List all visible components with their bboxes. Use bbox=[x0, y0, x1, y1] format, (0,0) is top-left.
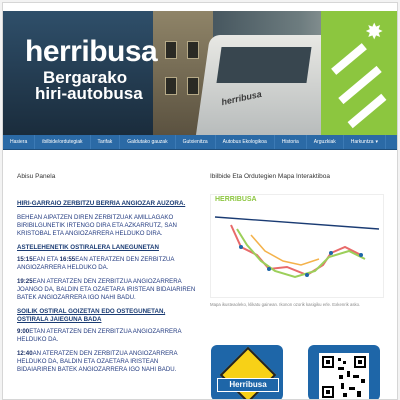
brand-logo bbox=[321, 11, 398, 135]
time-value: 9:00 bbox=[17, 328, 30, 335]
nav-item-label: ibilbide/ordutegiak bbox=[42, 139, 83, 145]
nav-item-label: Historia bbox=[281, 139, 299, 145]
nav-item-gutxienitza[interactable] bbox=[176, 135, 216, 149]
building-window bbox=[165, 77, 177, 95]
news-intro: BEHEAN AIPATZEN DIREN ZERBITZUAK AMILLAGAKO BIRIBILGUNETIK IRTENGO DIRA ETA AZKARRUTZ, SAN KRISTOBAL ETA ANGIOZARRERA HELDUKO DIRA. bbox=[17, 214, 177, 237]
herribusa-card-label: Herribusa bbox=[217, 378, 279, 392]
building-window bbox=[187, 41, 199, 59]
friday-schedule-2 bbox=[17, 350, 197, 374]
news-title-link[interactable]: HIRI-GARRAIO ZERBITZU BERRIA ANGIOZAR AUZORA. bbox=[17, 200, 186, 207]
qr-code-icon bbox=[319, 353, 369, 400]
building-window bbox=[165, 41, 177, 59]
header-banner bbox=[3, 11, 398, 135]
nav-item-label: Harkuntza bbox=[350, 139, 374, 145]
route-line-green bbox=[237, 229, 365, 277]
schedule-text: EAN ETA bbox=[32, 256, 58, 263]
map-panel-title: Ibilbide Eta Ordutegien Mapa Interaktiboa bbox=[210, 173, 330, 180]
route-map-graphic bbox=[211, 195, 383, 297]
time-value: 16:55 bbox=[59, 256, 76, 263]
nav-item-arguzkiak[interactable] bbox=[307, 135, 344, 149]
star-icon: ✸ bbox=[365, 19, 384, 44]
bus-stop-icon[interactable] bbox=[267, 267, 271, 271]
banner-bus-text: herribusa bbox=[220, 88, 263, 108]
nav-item-ibilbide[interactable] bbox=[35, 135, 90, 149]
nav-item-label: Autobus Ekologikoa bbox=[222, 139, 267, 145]
logo-stripe bbox=[348, 94, 387, 128]
qr-code-card[interactable] bbox=[308, 345, 380, 400]
schedule-text: EAN ATERATZEN DEN ZERBITZUA ANGIOZARRERA JOANGO DA, BALDIN ETA OZAETARA IRISTEAN BIDAIARIREN BATEK ANGIOZARRERA IGO NAHI BADU. bbox=[17, 278, 196, 301]
page bbox=[2, 2, 398, 400]
schedule-text: ETAN ATERATZEN DEN ZERBITZUA ANGIOZARRERA HELDUKO DA. bbox=[17, 328, 182, 343]
nav-item-galdutako[interactable] bbox=[120, 135, 175, 149]
time-value: 12:40 bbox=[17, 350, 33, 357]
weekday-schedule-1 bbox=[17, 256, 197, 272]
bus-stop-icon[interactable] bbox=[305, 273, 309, 277]
notice-panel bbox=[17, 173, 197, 380]
site-subtitle-line2: hiri-autobusa bbox=[35, 84, 143, 103]
schedule-text: AN ATERATZEN DEN ZERBITZUA ANGIOZARRERA HELDUKO DA, BALDIN ETA OZAETARA IRISTEAN BIDAIARIREN BATEK ANGIOZARRERA IGO NAHI BADU. bbox=[17, 350, 178, 373]
main-nav bbox=[3, 135, 398, 150]
site-subtitle-line1: Bergarako bbox=[43, 68, 128, 87]
qr-pattern bbox=[319, 353, 369, 400]
nav-item-tarifak[interactable] bbox=[91, 135, 121, 149]
time-value: 19:25 bbox=[17, 278, 33, 285]
nav-item-label: Galdutako gauzak bbox=[127, 139, 168, 145]
map-logo: HERRIBUSA bbox=[215, 196, 257, 203]
nav-item-label: Tarifak bbox=[97, 139, 113, 145]
friday-schedule-1 bbox=[17, 328, 197, 344]
interactive-route-map[interactable] bbox=[210, 194, 384, 298]
nav-item-hasiera[interactable] bbox=[3, 135, 35, 149]
bus-stop-icon[interactable] bbox=[329, 251, 333, 255]
weekday-schedule-2 bbox=[17, 278, 197, 302]
bus-stop-icon[interactable] bbox=[239, 245, 243, 249]
map-caption: Mapa ikusteaoleko, klikatu gainean. Ikonon ozorik kasigiku erle. Exkenrik asko. bbox=[210, 302, 361, 307]
site-title[interactable]: herribusa bbox=[25, 35, 158, 68]
logo-stripe bbox=[331, 43, 367, 75]
nav-item-harkuntza[interactable] bbox=[344, 135, 386, 149]
banner-bus-window bbox=[216, 47, 311, 83]
bus-sign-icon bbox=[220, 347, 277, 400]
notice-panel-title: Abisu Panela bbox=[17, 173, 56, 180]
bus-stop-icon[interactable] bbox=[359, 253, 363, 257]
nav-item-autobus-ekologikoa[interactable] bbox=[216, 135, 275, 149]
nav-item-label: Hasiera bbox=[10, 139, 28, 145]
nav-item-historia[interactable] bbox=[275, 135, 307, 149]
map-panel bbox=[210, 173, 388, 308]
nav-item-label: Gutxienitza bbox=[182, 139, 208, 145]
nav-item-label: Arguzkiak bbox=[313, 139, 336, 145]
weekday-heading: ASTELEHENETIK OSTIRALERA LANEGUNETAN bbox=[17, 244, 159, 251]
friday-heading: SOILIK OSTIRAL GOIZETAN EDO OSTEGUNETAN, OSTIRALA JAIEGUNA BADA bbox=[17, 308, 166, 323]
time-value: 15:15 bbox=[17, 256, 33, 263]
schedule-text: EAN ATERATZEN DEN ZERBITZUA ANGIOZARRERA HELDUKO DA. bbox=[17, 256, 175, 271]
herribusa-app-card[interactable] bbox=[211, 345, 283, 400]
building-window bbox=[187, 77, 199, 95]
chevron-down-icon: ▾ bbox=[375, 139, 379, 145]
map-road bbox=[215, 217, 379, 229]
